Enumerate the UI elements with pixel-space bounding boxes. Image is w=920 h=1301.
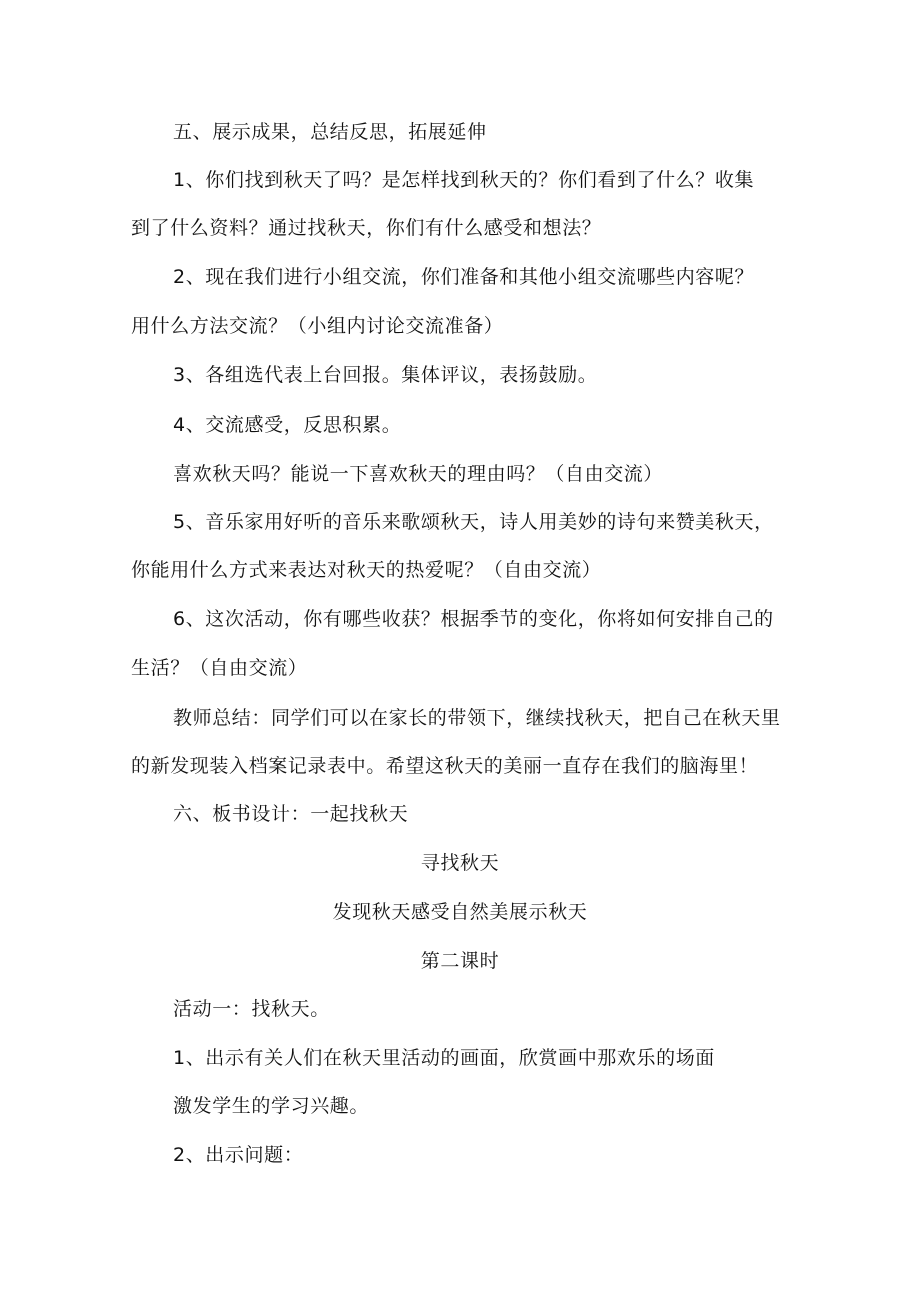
paragraph-line: 4、交流感受，反思积累。: [173, 414, 402, 436]
paragraph-line: 用什么方法交流？（小组内讨论交流准备）: [131, 315, 504, 337]
paragraph-line: 2、现在我们进行小组交流，你们准备和其他小组交流哪些内容呢？: [173, 266, 755, 288]
paragraph-line: 教师总结：同学们可以在家长的带领下，继续找秋天，把自己在秋天里: [173, 707, 781, 729]
board-subtitle: 发现秋天感受自然美展示秋天: [332, 901, 588, 923]
paragraph-line: 到了什么资料？通过找秋天，你们有什么感受和想法？: [131, 217, 602, 239]
section-heading-6: 六、板书设计：一起找秋天: [173, 803, 409, 825]
paragraph-line: 1、出示有关人们在秋天里活动的画面，欣赏画中那欢乐的场面: [173, 1047, 715, 1069]
lesson-period-heading: 第二课时: [420, 950, 500, 972]
paragraph-line: 喜欢秋天吗？能说一下喜欢秋天的理由吗？（自由交流）: [173, 463, 664, 485]
paragraph-line: 你能用什么方式来表达对秋天的热爱呢？（自由交流）: [131, 559, 602, 581]
paragraph-line: 5、音乐家用好听的音乐来歌颂秋天，诗人用美妙的诗句来赞美秋天，: [173, 511, 774, 533]
paragraph-line: 生活？（自由交流）: [131, 657, 308, 679]
section-heading-5: 五、展示成果，总结反思，拓展延伸: [173, 121, 487, 143]
board-title: 寻找秋天: [420, 852, 500, 874]
paragraph-line: 激发学生的学习兴趣。: [173, 1095, 370, 1117]
paragraph-line: 2、出示问题：: [173, 1144, 304, 1166]
paragraph-line: 的新发现装入档案记录表中。希望这秋天的美丽一直存在我们的脑海里！: [131, 755, 759, 777]
paragraph-line: 1、你们找到秋天了吗？是怎样找到秋天的？你们看到了什么？收集: [173, 169, 755, 191]
paragraph-line: 6、这次活动，你有哪些收获？根据季节的变化，你将如何安排自己的: [173, 608, 774, 630]
activity-heading: 活动一：找秋天。: [173, 998, 330, 1020]
paragraph-line: 3、各组选代表上台回报。集体评议，表扬鼓励。: [173, 364, 598, 386]
